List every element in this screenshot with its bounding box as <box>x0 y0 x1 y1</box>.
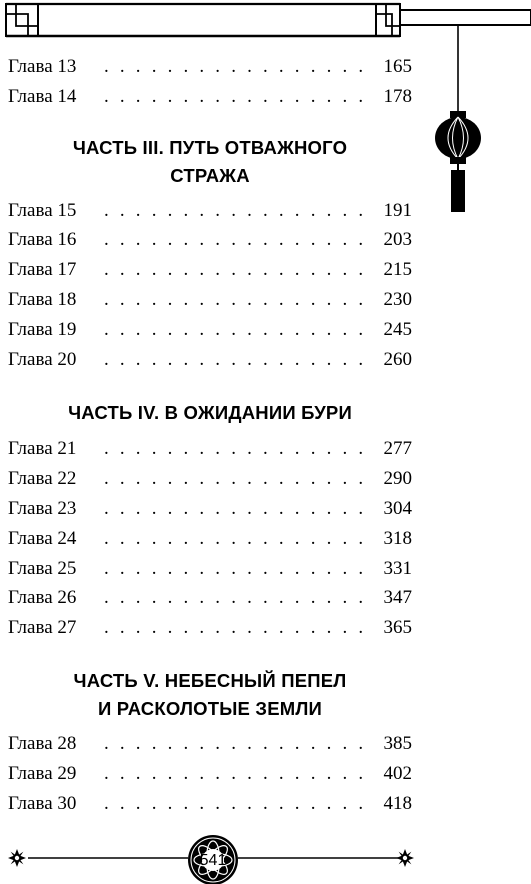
chapter-label: Глава 19 <box>8 318 77 340</box>
toc-row[interactable] <box>8 82 412 112</box>
toc-row[interactable] <box>8 464 412 494</box>
page-number: 418 <box>383 792 412 814</box>
chapter-label: Глава 17 <box>8 259 77 281</box>
dot-leader <box>104 52 366 82</box>
toc-row[interactable] <box>8 789 412 819</box>
page-number: 260 <box>383 348 412 370</box>
page-number: 203 <box>383 229 412 251</box>
page-number: 304 <box>383 497 412 519</box>
chapter-label: Глава 13 <box>8 56 77 77</box>
part-title-line: ЧАСТЬ III. ПУТЬ ОТВАЖНОГО <box>72 136 348 158</box>
dot-leader <box>104 613 366 643</box>
dot-leader <box>104 434 366 464</box>
dot-leader <box>104 494 366 524</box>
page-number: 318 <box>383 527 412 549</box>
toc-row[interactable] <box>8 255 412 285</box>
star-icon <box>396 849 414 867</box>
dot-leader <box>104 464 366 494</box>
toc-row[interactable] <box>8 315 412 345</box>
dot-leader <box>104 315 366 345</box>
chapter-label: Глава 16 <box>8 229 77 251</box>
page-number: 290 <box>383 468 412 490</box>
dot-leader <box>104 255 366 285</box>
toc-row[interactable] <box>8 759 412 789</box>
page-number: 191 <box>383 199 412 221</box>
chapter-label: Глава 28 <box>8 732 77 754</box>
toc-row[interactable] <box>8 225 412 255</box>
dot-leader <box>104 729 366 759</box>
footer-ornament <box>0 830 531 884</box>
page-number: 277 <box>383 438 412 460</box>
star-icon <box>8 849 26 867</box>
page-number: 245 <box>383 318 412 340</box>
chapter-label: Глава 18 <box>8 288 77 310</box>
toc-row[interactable] <box>8 613 412 643</box>
page-number: 347 <box>383 587 412 609</box>
toc-row[interactable] <box>8 52 412 82</box>
page-number: 365 <box>383 617 412 639</box>
chapter-label: Глава 30 <box>8 792 77 814</box>
part-title-line: ЧАСТЬ IV. В ОЖИДАНИИ БУРИ <box>68 402 352 424</box>
part-title-line: И РАСКОЛОТЫЕ ЗЕМЛИ <box>97 697 323 719</box>
toc-row[interactable] <box>8 285 412 315</box>
page-number: 385 <box>383 732 412 754</box>
dot-leader <box>104 524 366 554</box>
chapter-label: Глава 24 <box>8 527 77 549</box>
toc-row[interactable] <box>8 554 412 584</box>
dot-leader <box>104 345 366 375</box>
chapter-label: Глава 26 <box>8 587 77 609</box>
table-of-contents <box>8 52 412 818</box>
part-title-line: ЧАСТЬ V. НЕБЕСНЫЙ ПЕПЕЛ <box>73 669 347 691</box>
part-heading <box>8 134 412 190</box>
chapter-label: Глава 29 <box>8 762 77 784</box>
page-number: 230 <box>383 288 412 310</box>
chapter-label: Глава 23 <box>8 497 77 519</box>
toc-row[interactable] <box>8 583 412 613</box>
chapter-label: Глава 15 <box>8 199 77 221</box>
page-number: 331 <box>383 557 412 579</box>
dot-leader <box>104 554 366 584</box>
dot-leader <box>104 285 366 315</box>
dot-leader <box>104 759 366 789</box>
dot-leader <box>104 789 366 819</box>
dot-leader <box>104 225 366 255</box>
dot-leader <box>104 82 366 112</box>
toc-row[interactable] <box>8 729 412 759</box>
chapter-label: Глава 21 <box>8 438 77 460</box>
toc-row[interactable] <box>8 524 412 554</box>
part-heading <box>8 399 412 427</box>
chapter-label: Глава 25 <box>8 557 77 579</box>
page-number: 165 <box>383 56 412 77</box>
page-number: 215 <box>383 259 412 281</box>
page-number: 402 <box>383 762 412 784</box>
toc-row[interactable] <box>8 345 412 375</box>
dot-leader <box>104 196 366 226</box>
chapter-label: Глава 22 <box>8 468 77 490</box>
lantern-icon <box>435 25 481 212</box>
page-number: 178 <box>383 85 412 107</box>
chapter-label: Глава 20 <box>8 348 77 370</box>
chapter-label: Глава 27 <box>8 617 77 639</box>
toc-row[interactable] <box>8 494 412 524</box>
toc-row[interactable] <box>8 196 412 226</box>
part-title-line: СТРАЖА <box>170 164 250 186</box>
dot-leader <box>104 583 366 613</box>
toc-row[interactable] <box>8 434 412 464</box>
part-heading <box>8 667 412 723</box>
page-number-footer: 541 <box>199 852 227 869</box>
chapter-label: Глава 14 <box>8 85 77 107</box>
